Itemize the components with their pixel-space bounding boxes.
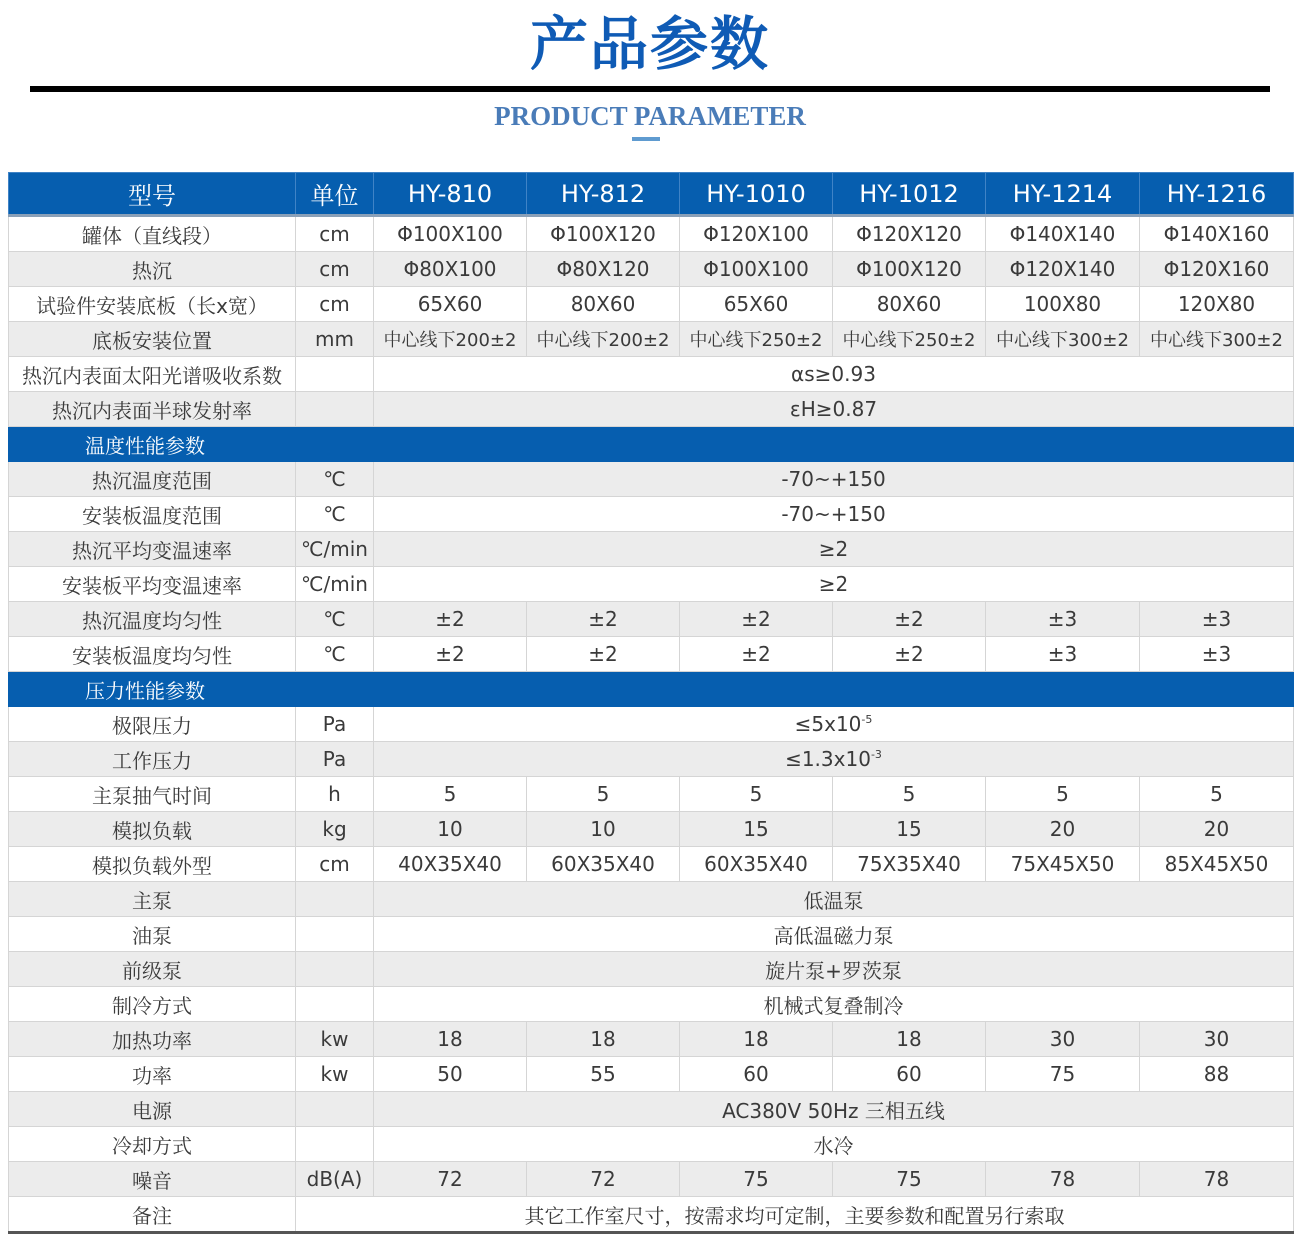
parameter-value: 60 <box>833 1057 986 1092</box>
parameter-value: ±2 <box>527 637 680 672</box>
table-row <box>9 392 1294 427</box>
parameter-name: 热沉平均变温速率 <box>9 532 296 567</box>
table-row <box>9 1057 1294 1092</box>
parameter-unit: dB(A) <box>296 1162 374 1197</box>
value-base: ≤5x10 <box>794 712 862 736</box>
table-row <box>9 216 1294 252</box>
parameter-value: ±2 <box>833 637 986 672</box>
parameter-unit: ℃/min <box>296 532 374 567</box>
parameter-value: ±3 <box>986 637 1140 672</box>
subtitle-accent-bar <box>632 137 660 141</box>
parameter-value: Φ80X120 <box>527 252 680 287</box>
parameter-name: 热沉 <box>9 252 296 287</box>
table-row <box>9 322 1294 357</box>
section-header-row <box>9 427 1294 462</box>
value-exponent: -3 <box>870 748 882 761</box>
parameter-unit: kw <box>296 1057 374 1092</box>
parameter-value: 78 <box>1140 1162 1294 1197</box>
value-base: ≤1.3x10 <box>785 747 871 771</box>
parameter-value: 120X80 <box>1140 287 1294 322</box>
parameter-value: 5 <box>833 777 986 812</box>
column-header: HY-1010 <box>680 173 833 216</box>
section-header-row <box>9 672 1294 707</box>
parameter-unit: ℃ <box>296 602 374 637</box>
parameter-value: Φ100X100 <box>374 216 527 252</box>
parameter-unit: cm <box>296 216 374 252</box>
parameter-value: αs≥0.93 <box>374 357 1294 392</box>
table-row <box>9 1197 1294 1233</box>
parameter-value: 20 <box>986 812 1140 847</box>
page-subtitle: PRODUCT PARAMETER <box>494 101 806 131</box>
parameter-value: 78 <box>986 1162 1140 1197</box>
section-title: 温度性能参数 <box>9 427 1294 462</box>
parameter-value: 中心线下300±2 <box>1140 322 1294 357</box>
parameter-value: 55 <box>527 1057 680 1092</box>
parameter-value: 5 <box>986 777 1140 812</box>
parameter-unit: ℃ <box>296 462 374 497</box>
parameter-value: 5 <box>680 777 833 812</box>
parameter-name: 制冷方式 <box>9 987 296 1022</box>
table-row <box>9 567 1294 602</box>
parameter-unit <box>296 952 374 987</box>
table-row <box>9 847 1294 882</box>
parameter-value: 75 <box>680 1162 833 1197</box>
parameter-name: 极限压力 <box>9 707 296 742</box>
parameter-value: 高低温磁力泵 <box>374 917 1294 952</box>
product-parameter-table <box>8 172 1294 1234</box>
column-header: 型号 <box>9 173 296 216</box>
parameter-value: Φ120X120 <box>833 216 986 252</box>
parameter-value: 18 <box>680 1022 833 1057</box>
parameter-value: 75 <box>986 1057 1140 1092</box>
table-row <box>9 1127 1294 1162</box>
parameter-name: 热沉内表面太阳光谱吸收系数 <box>9 357 296 392</box>
column-header: HY-810 <box>374 173 527 216</box>
parameter-value: 72 <box>527 1162 680 1197</box>
column-header: HY-1214 <box>986 173 1140 216</box>
parameter-name: 备注 <box>9 1197 296 1233</box>
parameter-value: 40X35X40 <box>374 847 527 882</box>
parameter-value: 水冷 <box>374 1127 1294 1162</box>
parameter-name: 冷却方式 <box>9 1127 296 1162</box>
parameter-name: 油泵 <box>9 917 296 952</box>
parameter-value: 60 <box>680 1057 833 1092</box>
parameter-value: 旋片泵+罗茨泵 <box>374 952 1294 987</box>
parameter-name: 模拟负载外型 <box>9 847 296 882</box>
table-row <box>9 532 1294 567</box>
parameter-value: Φ140X140 <box>986 216 1140 252</box>
parameter-unit: Pa <box>296 742 374 777</box>
table-row <box>9 1022 1294 1057</box>
parameter-unit: ℃ <box>296 637 374 672</box>
parameter-unit: cm <box>296 847 374 882</box>
parameter-name: 试验件安装底板（长x宽） <box>9 287 296 322</box>
parameter-value: Φ140X160 <box>1140 216 1294 252</box>
parameter-unit <box>296 1127 374 1162</box>
parameter-value: AC380V 50Hz 三相五线 <box>374 1092 1294 1127</box>
parameter-name: 主泵抽气时间 <box>9 777 296 812</box>
parameter-value: Φ80X100 <box>374 252 527 287</box>
table-row <box>9 917 1294 952</box>
parameter-value: ≥2 <box>374 567 1294 602</box>
parameter-unit <box>296 392 374 427</box>
parameter-value: ≥2 <box>374 532 1294 567</box>
parameter-value: 其它工作室尺寸，按需求均可定制，主要参数和配置另行索取 <box>296 1197 1294 1233</box>
parameter-value: 75X35X40 <box>833 847 986 882</box>
parameter-name: 热沉内表面半球发射率 <box>9 392 296 427</box>
table-row <box>9 987 1294 1022</box>
parameter-value: ±2 <box>833 602 986 637</box>
section-title: 压力性能参数 <box>9 672 1294 707</box>
parameter-value: 10 <box>527 812 680 847</box>
parameter-value: 18 <box>833 1022 986 1057</box>
parameter-value: Φ120X160 <box>1140 252 1294 287</box>
parameter-unit <box>296 357 374 392</box>
parameter-value: 中心线下250±2 <box>833 322 986 357</box>
table-row <box>9 742 1294 777</box>
parameter-value: ±3 <box>986 602 1140 637</box>
table-row <box>9 1092 1294 1127</box>
parameter-unit <box>296 987 374 1022</box>
parameter-name: 罐体（直线段） <box>9 216 296 252</box>
parameter-value: ±2 <box>527 602 680 637</box>
column-header: HY-1012 <box>833 173 986 216</box>
parameter-unit: kw <box>296 1022 374 1057</box>
parameter-name: 电源 <box>9 1092 296 1127</box>
parameter-name: 噪音 <box>9 1162 296 1197</box>
parameter-name: 加热功率 <box>9 1022 296 1057</box>
parameter-value: 18 <box>374 1022 527 1057</box>
column-header: 单位 <box>296 173 374 216</box>
parameter-value: ±2 <box>680 602 833 637</box>
parameter-value: ±3 <box>1140 602 1294 637</box>
table-row <box>9 637 1294 672</box>
parameter-unit: mm <box>296 322 374 357</box>
parameter-value: 10 <box>374 812 527 847</box>
parameter-value: Φ120X140 <box>986 252 1140 287</box>
parameter-name: 工作压力 <box>9 742 296 777</box>
parameter-value: 88 <box>1140 1057 1294 1092</box>
table-row <box>9 497 1294 532</box>
parameter-value <box>374 742 1294 777</box>
column-header: HY-1216 <box>1140 173 1294 216</box>
parameter-name: 前级泵 <box>9 952 296 987</box>
parameter-value: -70~+150 <box>374 462 1294 497</box>
parameter-value: 75X45X50 <box>986 847 1140 882</box>
parameter-unit <box>296 1092 374 1127</box>
title-divider <box>30 86 1270 92</box>
parameter-unit <box>296 917 374 952</box>
parameter-name: 主泵 <box>9 882 296 917</box>
parameter-value: 5 <box>527 777 680 812</box>
parameter-name: 功率 <box>9 1057 296 1092</box>
parameter-unit: ℃ <box>296 497 374 532</box>
parameter-value: 20 <box>1140 812 1294 847</box>
parameter-value: ±2 <box>374 602 527 637</box>
parameter-value: 65X60 <box>374 287 527 322</box>
parameter-name: 安装板平均变温速率 <box>9 567 296 602</box>
parameter-value: ±3 <box>1140 637 1294 672</box>
table-row <box>9 602 1294 637</box>
parameter-value: 机械式复叠制冷 <box>374 987 1294 1022</box>
table-row <box>9 357 1294 392</box>
parameter-value: 60X35X40 <box>680 847 833 882</box>
parameter-value: 5 <box>374 777 527 812</box>
table-header-row <box>9 173 1294 216</box>
parameter-value: Φ100X120 <box>833 252 986 287</box>
parameter-value: 15 <box>680 812 833 847</box>
parameter-value: 80X60 <box>833 287 986 322</box>
parameter-value <box>374 707 1294 742</box>
table-row <box>9 882 1294 917</box>
table-row <box>9 777 1294 812</box>
parameter-value: 30 <box>986 1022 1140 1057</box>
page-title: 产品参数 <box>529 10 770 78</box>
table-row <box>9 252 1294 287</box>
parameter-unit: Pa <box>296 707 374 742</box>
parameter-value: 中心线下200±2 <box>527 322 680 357</box>
parameter-value: 60X35X40 <box>527 847 680 882</box>
parameter-name: 模拟负载 <box>9 812 296 847</box>
column-header: HY-812 <box>527 173 680 216</box>
parameter-value: ±2 <box>680 637 833 672</box>
parameter-value: 5 <box>1140 777 1294 812</box>
parameter-unit <box>296 882 374 917</box>
parameter-unit: h <box>296 777 374 812</box>
parameter-value: 75 <box>833 1162 986 1197</box>
parameter-value: 15 <box>833 812 986 847</box>
table-row <box>9 812 1294 847</box>
parameter-value: εH≥0.87 <box>374 392 1294 427</box>
parameter-value: 30 <box>1140 1022 1294 1057</box>
parameter-value: 低温泵 <box>374 882 1294 917</box>
parameter-value: 72 <box>374 1162 527 1197</box>
parameter-value: Φ100X100 <box>680 252 833 287</box>
parameter-value: ±2 <box>374 637 527 672</box>
parameter-name: 底板安装位置 <box>9 322 296 357</box>
parameter-unit: ℃/min <box>296 567 374 602</box>
parameter-unit: cm <box>296 252 374 287</box>
parameter-value: 中心线下250±2 <box>680 322 833 357</box>
table-row <box>9 462 1294 497</box>
parameter-unit: kg <box>296 812 374 847</box>
parameter-value: 50 <box>374 1057 527 1092</box>
table-row <box>9 707 1294 742</box>
table-row <box>9 287 1294 322</box>
parameter-value: 85X45X50 <box>1140 847 1294 882</box>
parameter-value: 中心线下200±2 <box>374 322 527 357</box>
table-row <box>9 1162 1294 1197</box>
parameter-value: Φ100X120 <box>527 216 680 252</box>
parameter-value: -70~+150 <box>374 497 1294 532</box>
parameter-value: 100X80 <box>986 287 1140 322</box>
parameter-name: 热沉温度范围 <box>9 462 296 497</box>
parameter-value: 中心线下300±2 <box>986 322 1140 357</box>
parameter-value: 18 <box>527 1022 680 1057</box>
parameter-value: Φ120X100 <box>680 216 833 252</box>
parameter-value: 80X60 <box>527 287 680 322</box>
parameter-value: 65X60 <box>680 287 833 322</box>
value-exponent: -5 <box>861 713 873 726</box>
parameter-name: 安装板温度均匀性 <box>9 637 296 672</box>
parameter-unit: cm <box>296 287 374 322</box>
parameter-name: 安装板温度范围 <box>9 497 296 532</box>
table-row <box>9 952 1294 987</box>
parameter-name: 热沉温度均匀性 <box>9 602 296 637</box>
